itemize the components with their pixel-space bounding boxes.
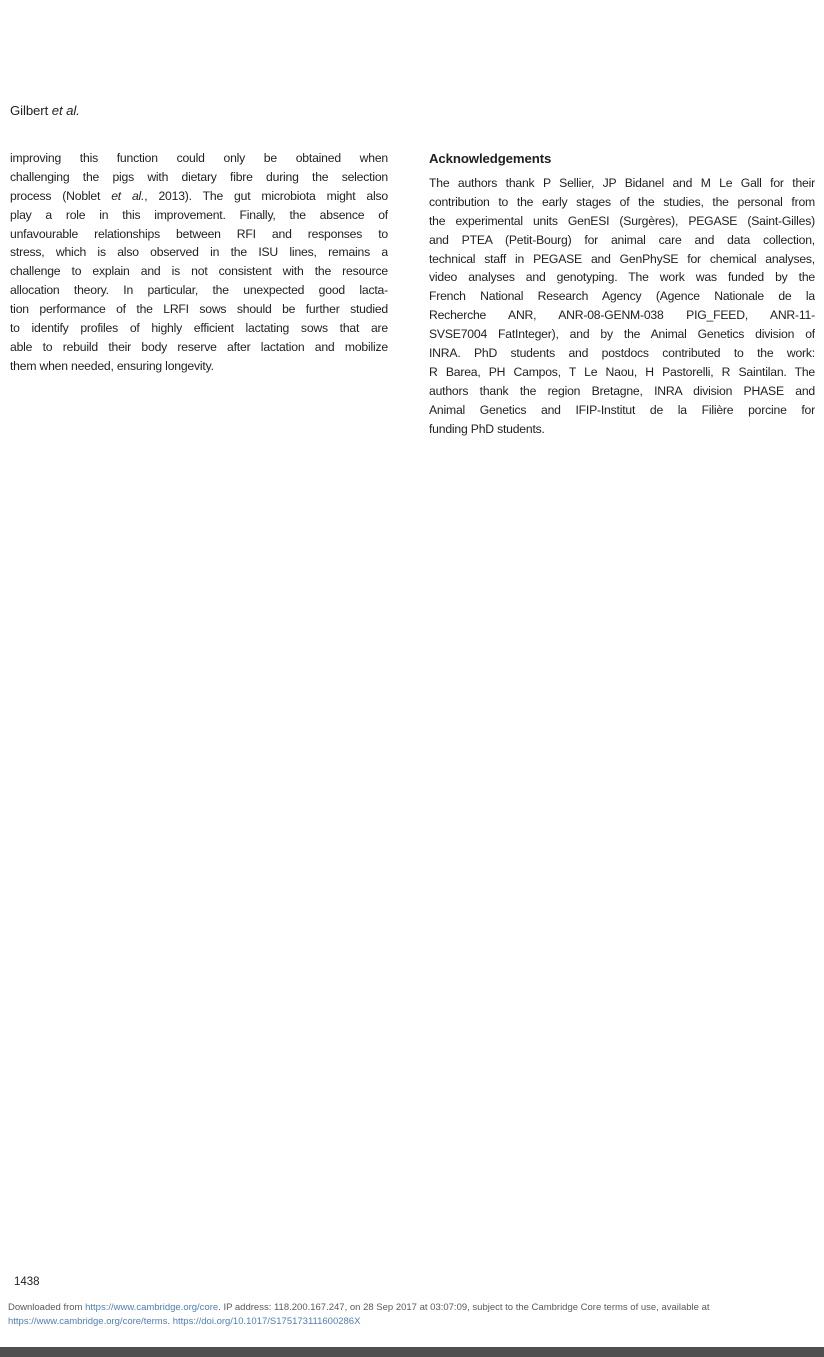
text-line: to identify profiles of highly efficient lactating sows that are	[10, 321, 388, 336]
text-line: improving this function could only be obtained when	[10, 151, 388, 165]
footer-line-2	[8, 1315, 816, 1329]
text-line: SVSE7004 FatInteger), and by the Animal Genetics division of	[429, 327, 815, 342]
doi-link[interactable]: https://doi.org/10.1017/S175173111600286X	[172, 1315, 361, 1327]
right-column	[429, 149, 815, 438]
footer-text: Downloaded from	[8, 1302, 86, 1313]
text-line: able to rebuild their body reserve after lactation and mobilize	[10, 339, 388, 354]
left-column	[10, 149, 388, 438]
terms-link[interactable]: https://www.cambridge.org/core/terms	[8, 1315, 168, 1327]
page-number: 1438	[14, 1276, 40, 1288]
footer-text: . IP address: 118.200.167.247, on 28 Sep 2017 at 03:07:09, subject to the Cambridge Core terms of use, available at	[218, 1302, 710, 1313]
cambridge-core-link[interactable]: https://www.cambridge.org/core	[85, 1302, 219, 1313]
window-bottom-bar	[0, 1347, 824, 1357]
text-line: French National Research Agency (Agence Nationale de la	[429, 289, 815, 304]
text-line: allocation theory. In particular, the unexpected good lacta-	[10, 283, 388, 298]
text-line: play a role in this improvement. Finally, the absence of	[10, 207, 388, 222]
text-line: technical staff in PEGASE and GenPhySE for chemical analyses,	[429, 251, 815, 266]
two-column-content	[10, 149, 815, 438]
running-head-etal: et al.	[51, 103, 80, 118]
acknowledgements-heading: Acknowledgements	[429, 151, 552, 166]
text-line: INRA. PhD students and postdocs contributed to the work:	[429, 346, 815, 361]
text-line: and PTEA (Petit-Bourg) for animal care and data collection,	[429, 232, 815, 247]
text-line: tion performance of the LRFI sows should be further studied	[10, 302, 388, 317]
text-line: challenging the pigs with dietary fibre during the selection	[10, 169, 388, 184]
text-line: the experimental units GenESI (Surgères), PEGASE (Saint-Gilles)	[429, 213, 815, 228]
text-line: contribution to the early stages of the studies, the personal from	[429, 194, 815, 209]
text-segment-italic: et al.	[111, 188, 145, 203]
text-line: R Barea, PH Campos, T Le Naou, H Pastorelli, R Saintilan. The	[429, 364, 815, 379]
text-segment: , 2013). The gut microbiota might also	[144, 188, 388, 203]
text-segment: process (Noblet	[10, 188, 112, 203]
text-line: challenge to explain and is not consistent with the resource	[10, 264, 388, 279]
running-head	[10, 103, 80, 118]
running-head-author: Gilbert	[10, 103, 52, 118]
text-line: The authors thank P Sellier, JP Bidanel and M Le Gall for their	[429, 176, 815, 190]
text-line: stress, which is also observed in the ISU lines, remains a	[10, 245, 388, 260]
text-line	[10, 187, 388, 206]
text-line: Animal Genetics and IFIP-Institut de la Filière porcine for	[429, 402, 815, 417]
text-line: them when needed, ensuring longevity.	[10, 358, 214, 373]
text-line: unfavourable relationships between RFI and responses to	[10, 226, 388, 241]
footer-line-1	[8, 1301, 816, 1315]
footer-text: .	[167, 1315, 173, 1327]
text-line: video analyses and genotyping. The work was funded by the	[429, 270, 815, 285]
text-line: authors thank the region Bretagne, INRA division PHASE and	[429, 383, 815, 398]
download-footer	[8, 1301, 816, 1328]
text-line: Recherche ANR, ANR-08-GENM-038 PIG_FEED, ANR-11-	[429, 308, 815, 323]
text-line: funding PhD students.	[429, 421, 545, 436]
